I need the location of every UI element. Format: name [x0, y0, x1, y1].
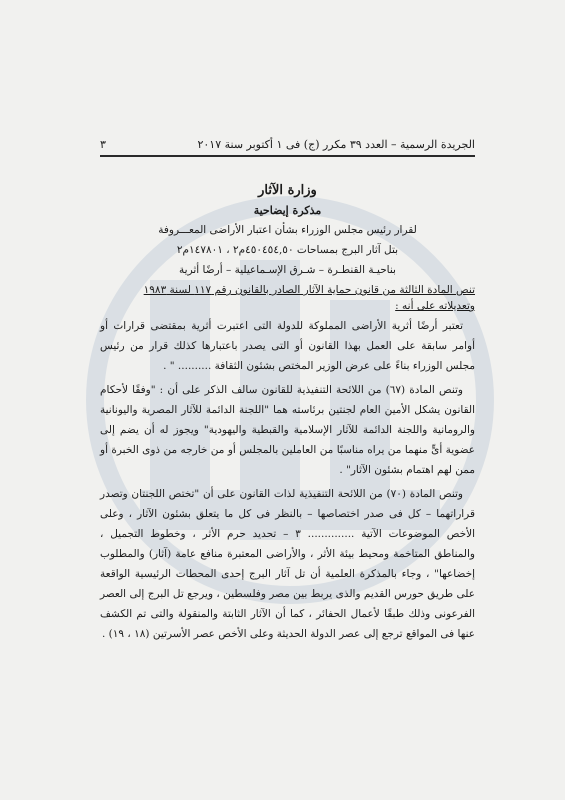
- decree-line: بناحيـة القنطـرة – شـرق الإسـماعيلية – أرضًا أثرية: [179, 264, 396, 276]
- decree-line: بتل آثار البرج بمساحات ٤٥٠٤٥٤,٥٠م٢ ، ١٤٧٨٠١م٢: [176, 244, 399, 256]
- decree-title: [100, 222, 475, 278]
- article-reference: تنص المادة الثالثة من قانون حماية الآثار الصادر بالقانون رقم ١١٧ لسنة ١٩٨٣: [143, 284, 475, 296]
- page-number: ٣: [100, 138, 106, 151]
- header-title: الجريدة الرسمية – العدد ٣٩ مكرر (ج) فى ١ أكتوبر سنة ٢٠١٧: [197, 138, 475, 151]
- body-paragraph: وتنص المادة (٦٧) من اللائحة التنفيذية للقانون سالف الذكر على أن : "وفقًا لأحكام القانون يشكل الأمين العام لجنتين برئاسته هما "اللجنة الدائمة للآثار المصرية واليونانية والرومانية واللجنة الدائمة للآثار الإسلامية والقبطية واليهودية" ويجوز له أن يضم إلى عضوية أىٍّ منهما من يراه مناسبًا من العاملين بالمجلس أو من خارجه من ذوى الخبرة أو ممن لهم اهتمام بشئون الآثار" .: [100, 384, 475, 476]
- ministry-heading: وزارة الآثار: [258, 183, 317, 198]
- header-rule: [100, 155, 475, 157]
- running-header: [100, 138, 475, 152]
- gazette-page: [100, 138, 475, 644]
- body-paragraph: تعتبر أرضًا أثرية الأراضى المملوكة للدولة التى اعتبرت أثرية بمقتضى قرارات أو أوامر سابقة على العمل بهذا القانون أو التى يصدر باعتبارها كذلك قرار من رئيس مجلس الوزراء بناءً على عرض الوزير المختص بشئون الثقافة .......... " .: [100, 320, 475, 372]
- decree-line: لقرار رئيس مجلس الوزراء بشأن اعتبار الأراضى المعـــروفة: [158, 224, 417, 236]
- article-reference-continued: وتعديلاته على أنه :: [395, 300, 475, 312]
- body-paragraph: وتنص المادة (٧٠) من اللائحة التنفيذية لذات القانون على أن "تختص اللجنتان وتصدر قراراتهما – كل فى صدر اختصاصها – بالنظر فى كل ما يتعلق بشئون الآثار ، وعلى الأخص الموضوعات الآتية .............. ٣ – تحديد حرم الأثر ، وخطوط التجميل ، والمناطق المتاخمة ومحيط بيئة الأثر ، والأراضى المعتبرة منافع عامة (آثار) والمطلوب إخضاعها" ، وجاء بالمذكرة العلمية أن تل آثار البرج إحدى المحطات الرئيسية الواقعة على طريق حورس القديم والذى يربط بين مصر وفلسطين ، ويرجع تل البرج إلى العصر الفرعونى وذلك طبقًا لأعمال الحفائر ، كما أن الآثار الثابتة والمنقولة والتى تم الكشف عنها فى المواقع ترجع إلى عصر الدولة الحديثة وعلى الأخص عصر الأسرتين (١٨ ، ١٩) .: [100, 488, 476, 640]
- memo-heading: مذكرة إيضاحية: [253, 204, 322, 217]
